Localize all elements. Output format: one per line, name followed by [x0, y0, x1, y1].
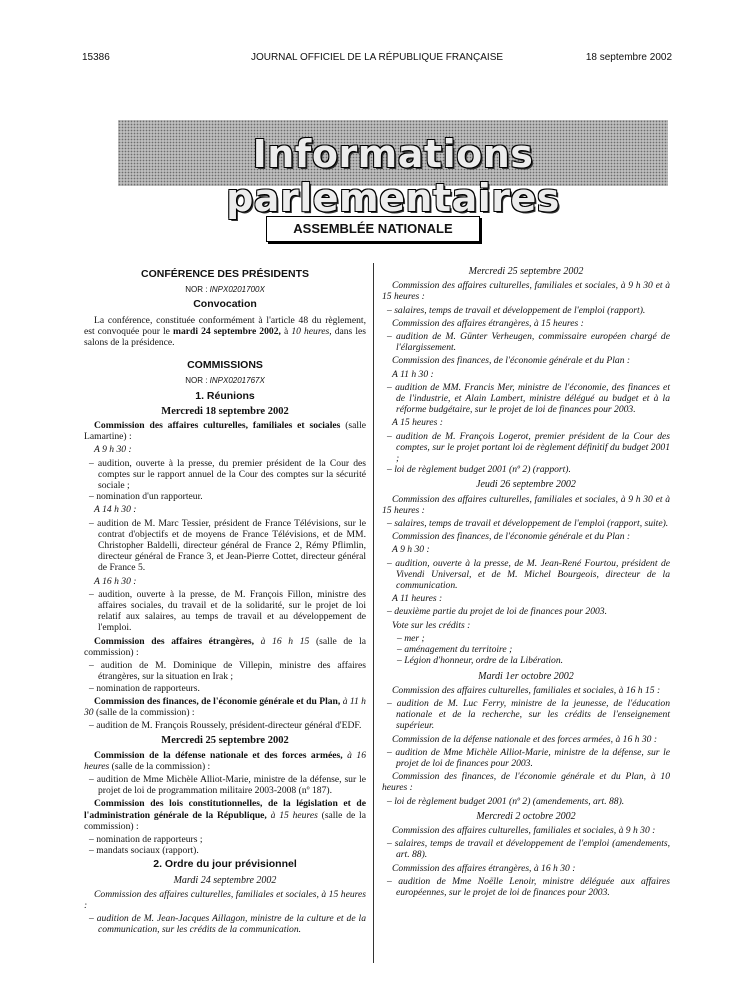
day-heading: Mardi 1er octobre 2002 [478, 670, 574, 682]
agenda-item: – audition de Mme Michèle Alliot-Marie, ministre de la défense, sur le projet de loi de finances pour 2003. [396, 747, 670, 769]
agenda-list [84, 589, 366, 634]
agenda-item: – audition de M. Marc Tessier, président de France Télévisions, sur le contrat d'objectifs et de moyens de France Télévisions, et de MM. Christopher Baldelli, directeur général de France 2, Rémy Pflimlin, directeur général de France 3, et Jean-Pierre Cottet, directeur général de France 5. [98, 518, 366, 574]
nor-label: NOR : [185, 376, 208, 386]
commission-entry [84, 696, 366, 718]
commission-entry: Commission des affaires étrangères, à 16 h 30 : [392, 862, 576, 874]
agenda-item: – audition de M. Günter Verheugen, commissaire européen chargé de l'élargissement. [396, 331, 670, 353]
agenda-item: – nomination d'un rapporteur. [98, 491, 366, 502]
agenda-list [382, 382, 670, 416]
commission-entry [84, 420, 366, 442]
commission-name: Commission des affaires culturelles, familiales et sociales [94, 420, 341, 432]
commission-entry: Commission des affaires culturelles, familiales et sociales, à 15 heures : [84, 888, 366, 911]
agenda-item: – audition, ouverte à la presse, de M. François Fillon, ministre des affaires sociales, du travail et de la solidarité, sur le projet de loi relatif aux salaires, au temps de travail et au développement de l'emploi. [98, 589, 366, 634]
nor-code: INPX0201700X [209, 285, 265, 295]
banner-title: Informations parlementaires [226, 132, 560, 220]
commission-entry: Commission des finances, de l'économie générale et du Plan, à 10 heures : [382, 771, 670, 794]
time: à 15 heures [270, 809, 318, 821]
time-slot: A 9 h 30 : [392, 544, 430, 556]
convocation-date: mardi 24 septembre 2002, [173, 325, 281, 337]
day-heading: Mercredi 25 septembre 2002 [468, 266, 584, 277]
room: (salle de la commission) : [111, 760, 211, 772]
commission-entry [84, 798, 366, 832]
agenda-list [382, 518, 670, 529]
day-heading: Mercredi 2 octobre 2002 [476, 810, 576, 822]
agenda-list [382, 876, 670, 898]
agenda-list [382, 698, 670, 732]
convocation-paragraph [84, 315, 366, 349]
room: (salle de la commission) : [84, 635, 366, 658]
chamber-box: ASSEMBLÉE NATIONALE [266, 216, 480, 242]
agenda-item: – salaires, temps de travail et développement de l'emploi (rapport). [396, 305, 670, 316]
agenda-list [84, 458, 366, 503]
day-heading: Jeudi 26 septembre 2002 [476, 479, 576, 491]
agenda-item: – audition de M. François Logerot, premier président de la Cour des comptes, sur le projet portant loi de règlement définitif du budget 2001 ; [396, 431, 670, 465]
commission-entry: Commission des affaires culturelles, familiales et sociales, à 16 h 15 : [392, 684, 661, 696]
journal-title: JOURNAL OFFICIEL DE LA RÉPUBLIQUE FRANÇAISE [250, 52, 504, 63]
issue-date: 18 septembre 2002 [585, 52, 672, 63]
agenda-item: – audition de M. Jean-Jacques Aillagon, ministre de la culture et de la communication, sur les crédits de la communication. [98, 913, 366, 935]
agenda-list [84, 518, 366, 574]
agenda-list [84, 774, 366, 796]
agenda-list [382, 431, 670, 476]
agenda-item: – salaires, temps de travail et développement de l'emploi (rapport, suite). [396, 518, 670, 529]
agenda-item: – audition de M. François Roussely, président-directeur général d'EDF. [98, 720, 366, 731]
vote-label: Vote sur les crédits : [392, 619, 471, 631]
conference-heading: CONFÉRENCE DES PRÉSIDENTS [140, 268, 310, 280]
section-banner [118, 120, 668, 220]
reunions-heading: 1. Réunions [195, 389, 255, 402]
commission-name: Commission des affaires étrangères, [94, 635, 254, 647]
agenda-item: – audition de Mme Noëlle Lenoir, ministre déléguée aux affaires européennes, sur le projet de loi de finances pour 2003. [396, 876, 670, 898]
agenda-list [84, 660, 366, 694]
convocation-text: dans les salons de la présidence. [84, 325, 366, 349]
agenda-item: – loi de règlement budget 2001 (nº 2) (amendements, art. 88). [396, 796, 670, 807]
agenda-list [84, 834, 366, 856]
agenda-item: – loi de règlement budget 2001 (nº 2) (rapport). [396, 464, 670, 475]
convocation-text: à [283, 325, 289, 337]
time: à 16 h 15 [260, 635, 310, 647]
time-slot: A 11 heures : [392, 593, 443, 605]
agenda-item: – audition, ouverte à la presse, de M. Jean-René Fourtou, président de Vivendi Universal, et de M. Michel Bourgeois, directeur de la communication. [396, 558, 670, 592]
room: (salle Lamartine) : [84, 420, 366, 443]
nor-code: INPX0201767X [209, 376, 265, 386]
commission-entry: Commission de la défense nationale et des forces armées, à 16 h 30 : [392, 733, 658, 745]
agenda-item: – mandats sociaux (rapport). [98, 845, 366, 856]
agenda-item: – audition de M. Dominique de Villepin, ministre des affaires étrangères, sur la situation en Irak ; [98, 660, 366, 682]
commissions-heading: COMMISSIONS [187, 359, 263, 372]
agenda-item: – salaires, temps de travail et développement de l'emploi (amendements, art. 88). [396, 838, 670, 860]
time-slot: A 14 h 30 : [94, 504, 137, 516]
commission-entry: Commission des finances, de l'économie générale et du Plan : [392, 531, 631, 543]
agenda-list [382, 606, 670, 617]
convocation-text: La conférence, constituée conformément à l'article 48 du règlement, est convoquée pour le [84, 314, 366, 337]
agenda-list [382, 633, 670, 667]
commission-entry: Commission des finances, de l'économie générale et du Plan : [392, 355, 631, 367]
commission-entry: Commission des affaires étrangères, à 15 heures : [392, 317, 584, 329]
commission-entry: Commission des affaires culturelles, familiales et sociales, à 9 h 30 et à 15 heures : [382, 493, 670, 516]
agenda-item: – audition de MM. Francis Mer, ministre de l'économie, des finances et de l'industrie, et Alain Lambert, ministre délégué au budget et à la réforme budgétaire, sur le projet de loi de finances pour 2003. [396, 382, 670, 416]
agenda-item: – audition de M. Luc Ferry, ministre de la jeunesse, de l'éducation nationale et de la recherche, sur les crédits de l'enseignement supérieur. [396, 698, 670, 732]
room: (salle de la commission) : [96, 706, 195, 718]
commissions-nor [84, 375, 366, 386]
convocation-time: 10 heures, [291, 325, 332, 337]
time-slot: A 11 h 30 : [392, 368, 434, 380]
day-heading: Mercredi 25 septembre 2002 [161, 735, 289, 747]
agenda-item: – aménagement du territoire ; [406, 644, 670, 655]
day-heading: Mercredi 18 septembre 2002 [161, 405, 289, 417]
room: (salle de la commission) : [84, 809, 366, 832]
agenda-list [382, 838, 670, 860]
time-slot: A 15 heures : [392, 417, 443, 429]
ordre-heading: 2. Ordre du jour prévisionnel [153, 858, 297, 871]
agenda-list [382, 747, 670, 769]
column-divider [373, 263, 374, 963]
commission-name: Commission de la défense nationale et des forces armées, [94, 749, 343, 761]
commission-name: Commission des finances, de l'économie générale et du Plan, [94, 695, 341, 707]
time: à 16 heures [84, 749, 367, 772]
agenda-item: – deuxième partie du projet de loi de finances pour 2003. [396, 606, 670, 617]
time-slot: A 9 h 30 : [94, 444, 132, 456]
nor-label: NOR : [185, 285, 208, 295]
time-slot: A 16 h 30 : [94, 575, 137, 587]
page-number: 15386 [82, 52, 110, 63]
agenda-item: – audition de Mme Michèle Alliot-Marie, ministre de la défense, sur le projet de loi de programmation militaire 2003-2008 (nº 187). [98, 774, 366, 796]
commission-entry [84, 636, 366, 658]
agenda-list [382, 331, 670, 353]
commission-entry: Commission des affaires culturelles, familiales et sociales, à 9 h 30 : [392, 824, 656, 836]
running-header [82, 52, 672, 66]
agenda-list [84, 720, 366, 731]
time: à 11 h 30 [84, 695, 366, 718]
agenda-item: – Légion d'honneur, ordre de la Libération. [406, 655, 670, 666]
agenda-list [382, 305, 670, 316]
agenda-list [382, 796, 670, 807]
commission-entry: Commission des affaires culturelles, familiales et sociales, à 9 h 30 et à 15 heures : [382, 280, 670, 303]
agenda-item: – nomination de rapporteurs. [98, 683, 366, 694]
right-column [382, 266, 670, 900]
commission-name: Commission des lois constitutionnelles, de la législation et de l'administration générale de la République, [84, 798, 366, 821]
left-column [84, 266, 366, 938]
agenda-list [382, 558, 670, 592]
agenda-item: – audition, ouverte à la presse, du premier président de la Cour des comptes sur le rapport annuel de la Cour des comptes sur la sécurité sociale ; [98, 458, 366, 492]
conference-nor [84, 284, 366, 295]
agenda-item: – nomination de rapporteurs ; [98, 834, 366, 845]
agenda-list [84, 913, 366, 935]
convocation-heading: Convocation [193, 298, 257, 311]
commission-entry [84, 750, 366, 772]
agenda-item: – mer ; [406, 633, 670, 644]
day-heading: Mardi 24 septembre 2002 [173, 874, 277, 886]
